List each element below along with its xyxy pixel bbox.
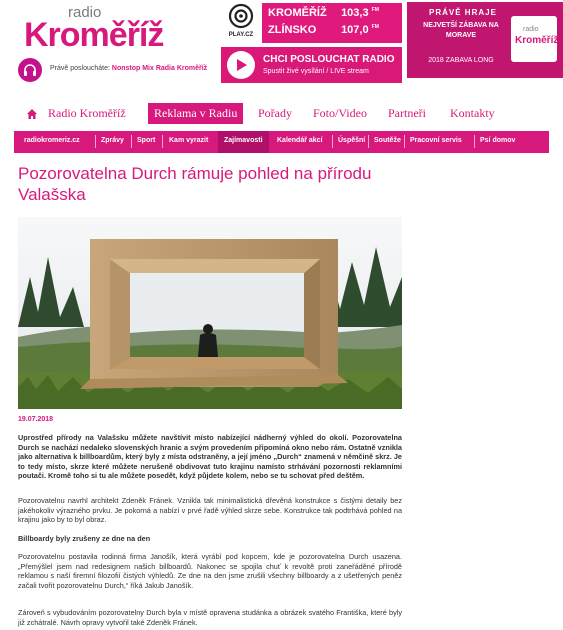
logo-radio-word: radio — [68, 4, 102, 21]
now-playing-bar — [18, 58, 218, 84]
frequency-city: ZLÍNSKO — [268, 24, 317, 36]
headphones-icon — [18, 58, 42, 82]
subnav-divider — [162, 135, 163, 148]
subnav-item-souteze[interactable]: Soutěže — [374, 137, 401, 144]
frequency-row — [268, 7, 379, 19]
now-playing-artist: 2018 ZABAVA LONG — [428, 57, 494, 64]
article-paragraph: Pozorovatelnu postavila rodinná firma Janošík, která vyrábí pod kopcem, kde je pozorovatelna Durch usazena. „Přemýšlel jsem nad redesignem našich billboardů. Nakonec se spojila chuť k revoltě proti zaneřáděné přírodě reklamou s naší firemní filozofií čistých výhledů. Ze dne na den jsme zrušili všechny billboardy a z ušetřených peněz začali tvořit pozorovatelnu Durch,“ říká Jakub Janošík. — [18, 552, 402, 590]
nav-item-foto-video[interactable]: Foto/Video — [313, 106, 367, 120]
frequency-city: KROMĚŘÍŽ — [268, 7, 327, 19]
now-playing-box — [407, 2, 563, 78]
sub-navigation — [14, 131, 549, 153]
playcz-link[interactable] — [221, 2, 261, 46]
frequency-value: 103,3 — [341, 7, 369, 19]
nav-item-reklama[interactable]: Reklama v Radiu — [148, 103, 243, 124]
subnav-item-pracovni-servis[interactable]: Pracovní servis — [410, 137, 462, 144]
nav-item-radio-kromeriz[interactable]: Radio Kroměříž — [48, 106, 126, 120]
frequency-row — [268, 24, 379, 36]
subnav-divider — [474, 135, 475, 148]
now-playing-song: NEJVETŠÍ ZÁBAVA NA MORAVE — [423, 22, 499, 39]
nav-item-porady[interactable]: Pořady — [258, 106, 292, 120]
subnav-divider — [368, 135, 369, 148]
frequency-value: 107,0 — [341, 24, 369, 36]
nav-item-kontakty[interactable]: Kontakty — [450, 106, 495, 120]
now-playing-title: PRÁVĚ HRAJE — [429, 8, 497, 17]
subnav-item-sport[interactable]: Sport — [137, 137, 156, 144]
nav-item-partneri[interactable]: Partneři — [388, 106, 426, 120]
article-lead: Uprostřed přírody na Valašsku můžete navštívit místo nabízející nádherný výhled do okolí. Pozorovatelna Durch se nachází nedaleko slovenských hranic a svým provedením připomíná okno nebo rám. Ostatně vznikla jako alternativa k billboardům, který byly z místa odstraněny, a její jméno „Durch“ znamená v němčině skrz. Je to tedy místo, skrze které můžete nerušeně obdivovat tuto krajinu namísto strhávání pozornosti reklamními poutači. Kromě toho si tu ale můžete posedět, když půjdete kolem, nebo se tu schovat před deštěm. — [18, 433, 402, 481]
subnav-item-kalendar-akci[interactable]: Kalendář akcí — [277, 137, 323, 144]
listen-title: CHCI POSLOUCHAT RADIO — [263, 54, 395, 65]
article — [18, 163, 545, 627]
article-hero-image[interactable] — [18, 217, 402, 409]
listen-live-button[interactable] — [221, 47, 402, 83]
subnav-divider — [404, 135, 405, 148]
subnav-item-zpravy[interactable]: Zprávy — [101, 137, 124, 144]
station-logo-radio: radio — [523, 26, 539, 33]
frequency-unit: FM — [371, 7, 379, 13]
subnav-item-kam-vyrazit[interactable]: Kam vyrazit — [169, 137, 209, 144]
station-logo-brand: Kroměříž — [515, 35, 559, 46]
now-playing-text — [50, 65, 207, 72]
subnav-item-zajimavosti[interactable]: Zajímavosti — [218, 131, 269, 153]
station-logo-small — [511, 16, 557, 62]
subnav-divider — [95, 135, 96, 148]
playcz-icon — [221, 2, 261, 32]
article-date: 19.07.2018 — [18, 416, 54, 423]
article-subheading: Billboardy byly zrušeny ze dne na den — [18, 534, 151, 543]
frequency-box — [262, 3, 402, 43]
frequency-unit: FM — [371, 24, 379, 30]
now-playing-station[interactable]: Nonstop Mix Radia Kroměříž — [111, 65, 208, 72]
subnav-divider — [332, 135, 333, 148]
now-playing-prefix: Právě posloucháte: — [50, 65, 110, 72]
playcz-label: PLAY.CZ — [228, 32, 254, 38]
subnav-item-radiokromeriz[interactable]: radiokromeriz.cz — [24, 137, 80, 144]
site-header — [0, 0, 563, 94]
subnav-item-uspesni[interactable]: Úspěšní — [338, 137, 366, 144]
subnav-divider — [131, 135, 132, 148]
main-navigation — [14, 101, 549, 129]
article-paragraph: Zároveň s vybudováním pozorovatelny Durch byla v místě opravena studánka a obrázek svatého Františka, které byly již zchátralé. Návrh opravy vytvořil také Zdeněk Fránek. — [18, 608, 402, 627]
subnav-item-psi-domov[interactable]: Psí domov — [480, 137, 516, 144]
article-title: Pozorovatelna Durch rámuje pohled na přírodu Valašska — [18, 164, 372, 204]
home-icon[interactable] — [26, 108, 38, 120]
site-logo[interactable] — [22, 4, 192, 60]
logo-brand-word: Kroměříž — [24, 16, 164, 54]
article-paragraph: Pozorovatelnu navrhl architekt Zdeněk Fránek. Vznikla tak minimalistická dřevěná konstrukce s čistými detaily bez jakéhokoliv výrazného prvku. Je pokorná a nabízí v prvé řadě výhled skrze sebe. Konstrukce tak podtrhává pohled na krajinu jako by to byl obraz. — [18, 496, 402, 525]
play-icon — [227, 51, 255, 79]
listen-subtitle: Spustit živé vysílání / LIVE stream — [263, 68, 369, 75]
